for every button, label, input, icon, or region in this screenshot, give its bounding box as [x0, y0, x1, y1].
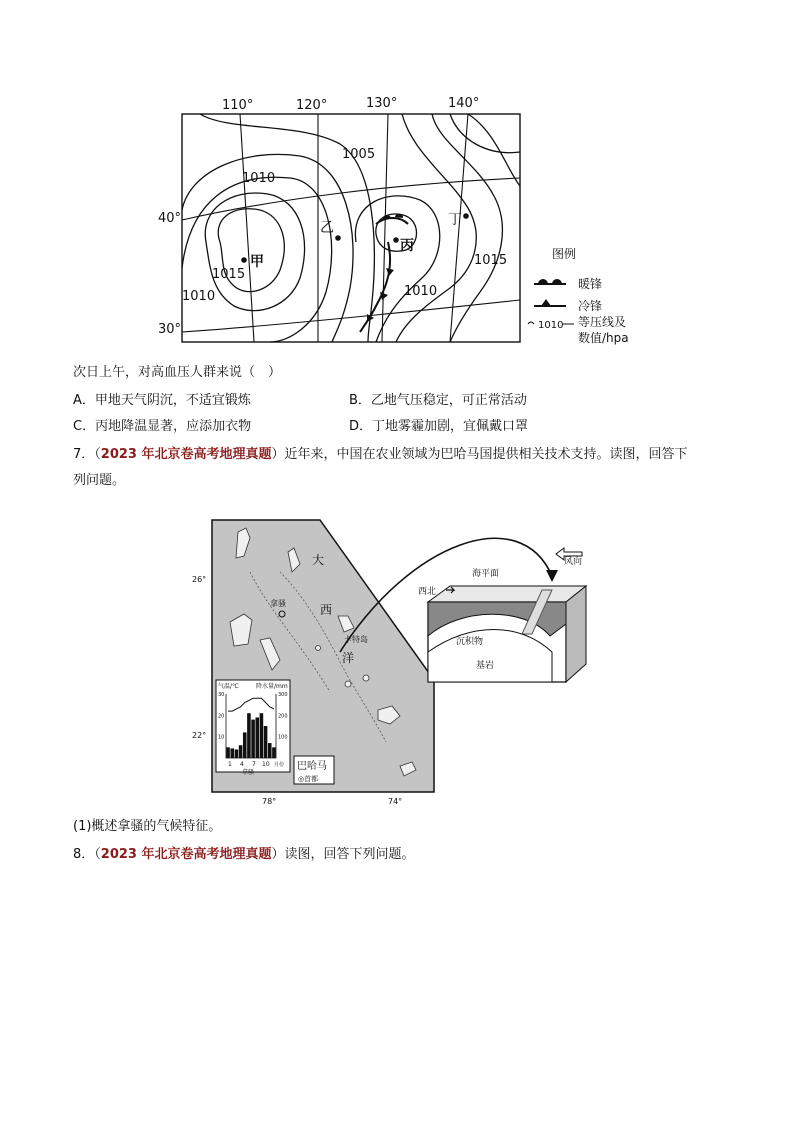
sea-char-1: 大 — [312, 553, 325, 567]
isobar-label-1015-a: 1015 — [212, 267, 246, 282]
block-sediment: 沉积物 — [456, 637, 484, 647]
lat-label-40: 40° — [158, 211, 182, 226]
weather-map-figure — [150, 92, 650, 354]
capital-legend: ◎首都 — [298, 775, 319, 783]
q6-option-b[interactable]: B．乙地气压稳定，可正常活动 — [349, 393, 527, 408]
precip-bar — [272, 747, 276, 758]
precip-bar — [268, 743, 272, 758]
isobar-label-1010-c: 1010 — [182, 289, 216, 304]
block-wind: 风向 — [564, 557, 583, 567]
country-box-name: 巴哈马 — [297, 761, 327, 772]
climate-y-left-tick: 30 — [218, 692, 225, 698]
q6-option-d[interactable]: D．丁地雾霾加剧，宜佩戴口罩 — [349, 419, 529, 434]
isobar-label-1015-b: 1015 — [474, 253, 508, 268]
sea-char-2: 西 — [320, 603, 333, 617]
place-yi: 乙 — [320, 220, 334, 236]
climate-station: 拿骚 — [242, 769, 255, 776]
climate-precip-label: 降水量/mm — [256, 683, 288, 690]
precip-bar — [251, 720, 255, 758]
precip-bar — [243, 732, 247, 758]
precip-bar — [264, 726, 268, 758]
climate-y-right-tick: 200 — [278, 713, 288, 720]
cold-front-icon — [534, 299, 566, 306]
lon-label-130: 130° — [366, 96, 398, 111]
climate-temp-label: 气温/℃ — [218, 683, 239, 690]
climate-month-10: 10 — [262, 761, 270, 768]
climate-month-unit: 月份 — [274, 762, 285, 768]
climate-y-left-tick: 10 — [218, 734, 225, 741]
lon-label-74: 74° — [388, 797, 403, 806]
isobar-label-1010-a: 1010 — [242, 171, 276, 186]
precip-bar — [260, 713, 264, 758]
isobar-label-1005: 1005 — [342, 147, 376, 162]
place-jia: 甲 — [250, 254, 264, 270]
place-ding: 丁 — [448, 212, 462, 228]
q7-text-line2: 列问题。 — [73, 473, 126, 488]
block-sea-level: 海平面 — [472, 569, 500, 579]
q8-text-body: ）读图，回答下列问题。 — [271, 847, 415, 862]
island-label-cat: 卡特岛 — [344, 635, 368, 644]
q6-option-c[interactable]: C．丙地降温显著，应添加衣物 — [73, 419, 252, 434]
climate-y-right-tick: 300 — [278, 692, 288, 698]
q7-text-line1: ）近年来，中国在农业领域为巴哈马国提供相关技术支持。读图，回答下 — [271, 447, 688, 462]
q7-number: 7．（ — [73, 447, 101, 462]
precip-bar — [239, 745, 243, 758]
lat-label-22: 22° — [192, 731, 207, 740]
lon-label-78: 78° — [262, 797, 277, 806]
isobar-label-1010-b: 1010 — [404, 284, 438, 299]
climate-y-right-tick: 100 — [278, 734, 288, 741]
climate-month-1: 1 — [228, 761, 232, 768]
lon-label-140: 140° — [448, 96, 480, 111]
legend-isobar-line1: 等压线及 — [578, 315, 627, 329]
q6-option-a[interactable]: A．甲地天气阴沉，不适宜锻炼 — [73, 393, 251, 408]
legend-warm-front: 暖锋 — [578, 277, 603, 291]
city-label-nassau: 拿骚 — [270, 599, 286, 608]
q7-sub1: (1)概述拿骚的气候特征。 — [73, 819, 222, 834]
climate-y-left-tick: 20 — [218, 713, 225, 720]
precip-bar — [230, 748, 234, 758]
q8-number: 8．（ — [73, 847, 101, 862]
legend-isobar-sample: 1010 — [538, 320, 564, 331]
lon-label-120: 120° — [296, 98, 328, 113]
place-bing: 丙 — [400, 238, 414, 254]
precip-bar — [226, 747, 230, 758]
q8-text — [73, 846, 415, 864]
block-diagram — [428, 586, 586, 682]
legend-cold-front: 冷锋 — [578, 299, 603, 313]
climate-month-7: 7 — [252, 761, 256, 768]
lat-label-26: 26° — [192, 575, 207, 584]
legend-isobar-line2: 数值/hpa — [578, 331, 629, 345]
precip-bar — [247, 713, 251, 758]
sea-char-3: 洋 — [342, 651, 355, 665]
lon-label-110: 110° — [222, 98, 254, 113]
warm-front-icon — [534, 279, 566, 284]
q7-text — [73, 446, 688, 464]
precip-bar — [255, 717, 259, 758]
q8-source: 2023 年北京卷高考地理真题 — [100, 847, 272, 862]
lat-label-30: 30° — [158, 322, 182, 337]
legend-title: 图例 — [552, 247, 577, 261]
bahamas-figure — [190, 512, 590, 812]
climate-month-4: 4 — [240, 761, 244, 768]
q6-stem: 次日上午，对高血压人群来说（ ） — [73, 365, 282, 380]
block-northwest: 西北 — [418, 587, 437, 597]
precip-bar — [235, 749, 239, 758]
q7-source: 2023 年北京卷高考地理真题 — [100, 447, 272, 462]
block-bedrock: 基岩 — [476, 661, 495, 671]
